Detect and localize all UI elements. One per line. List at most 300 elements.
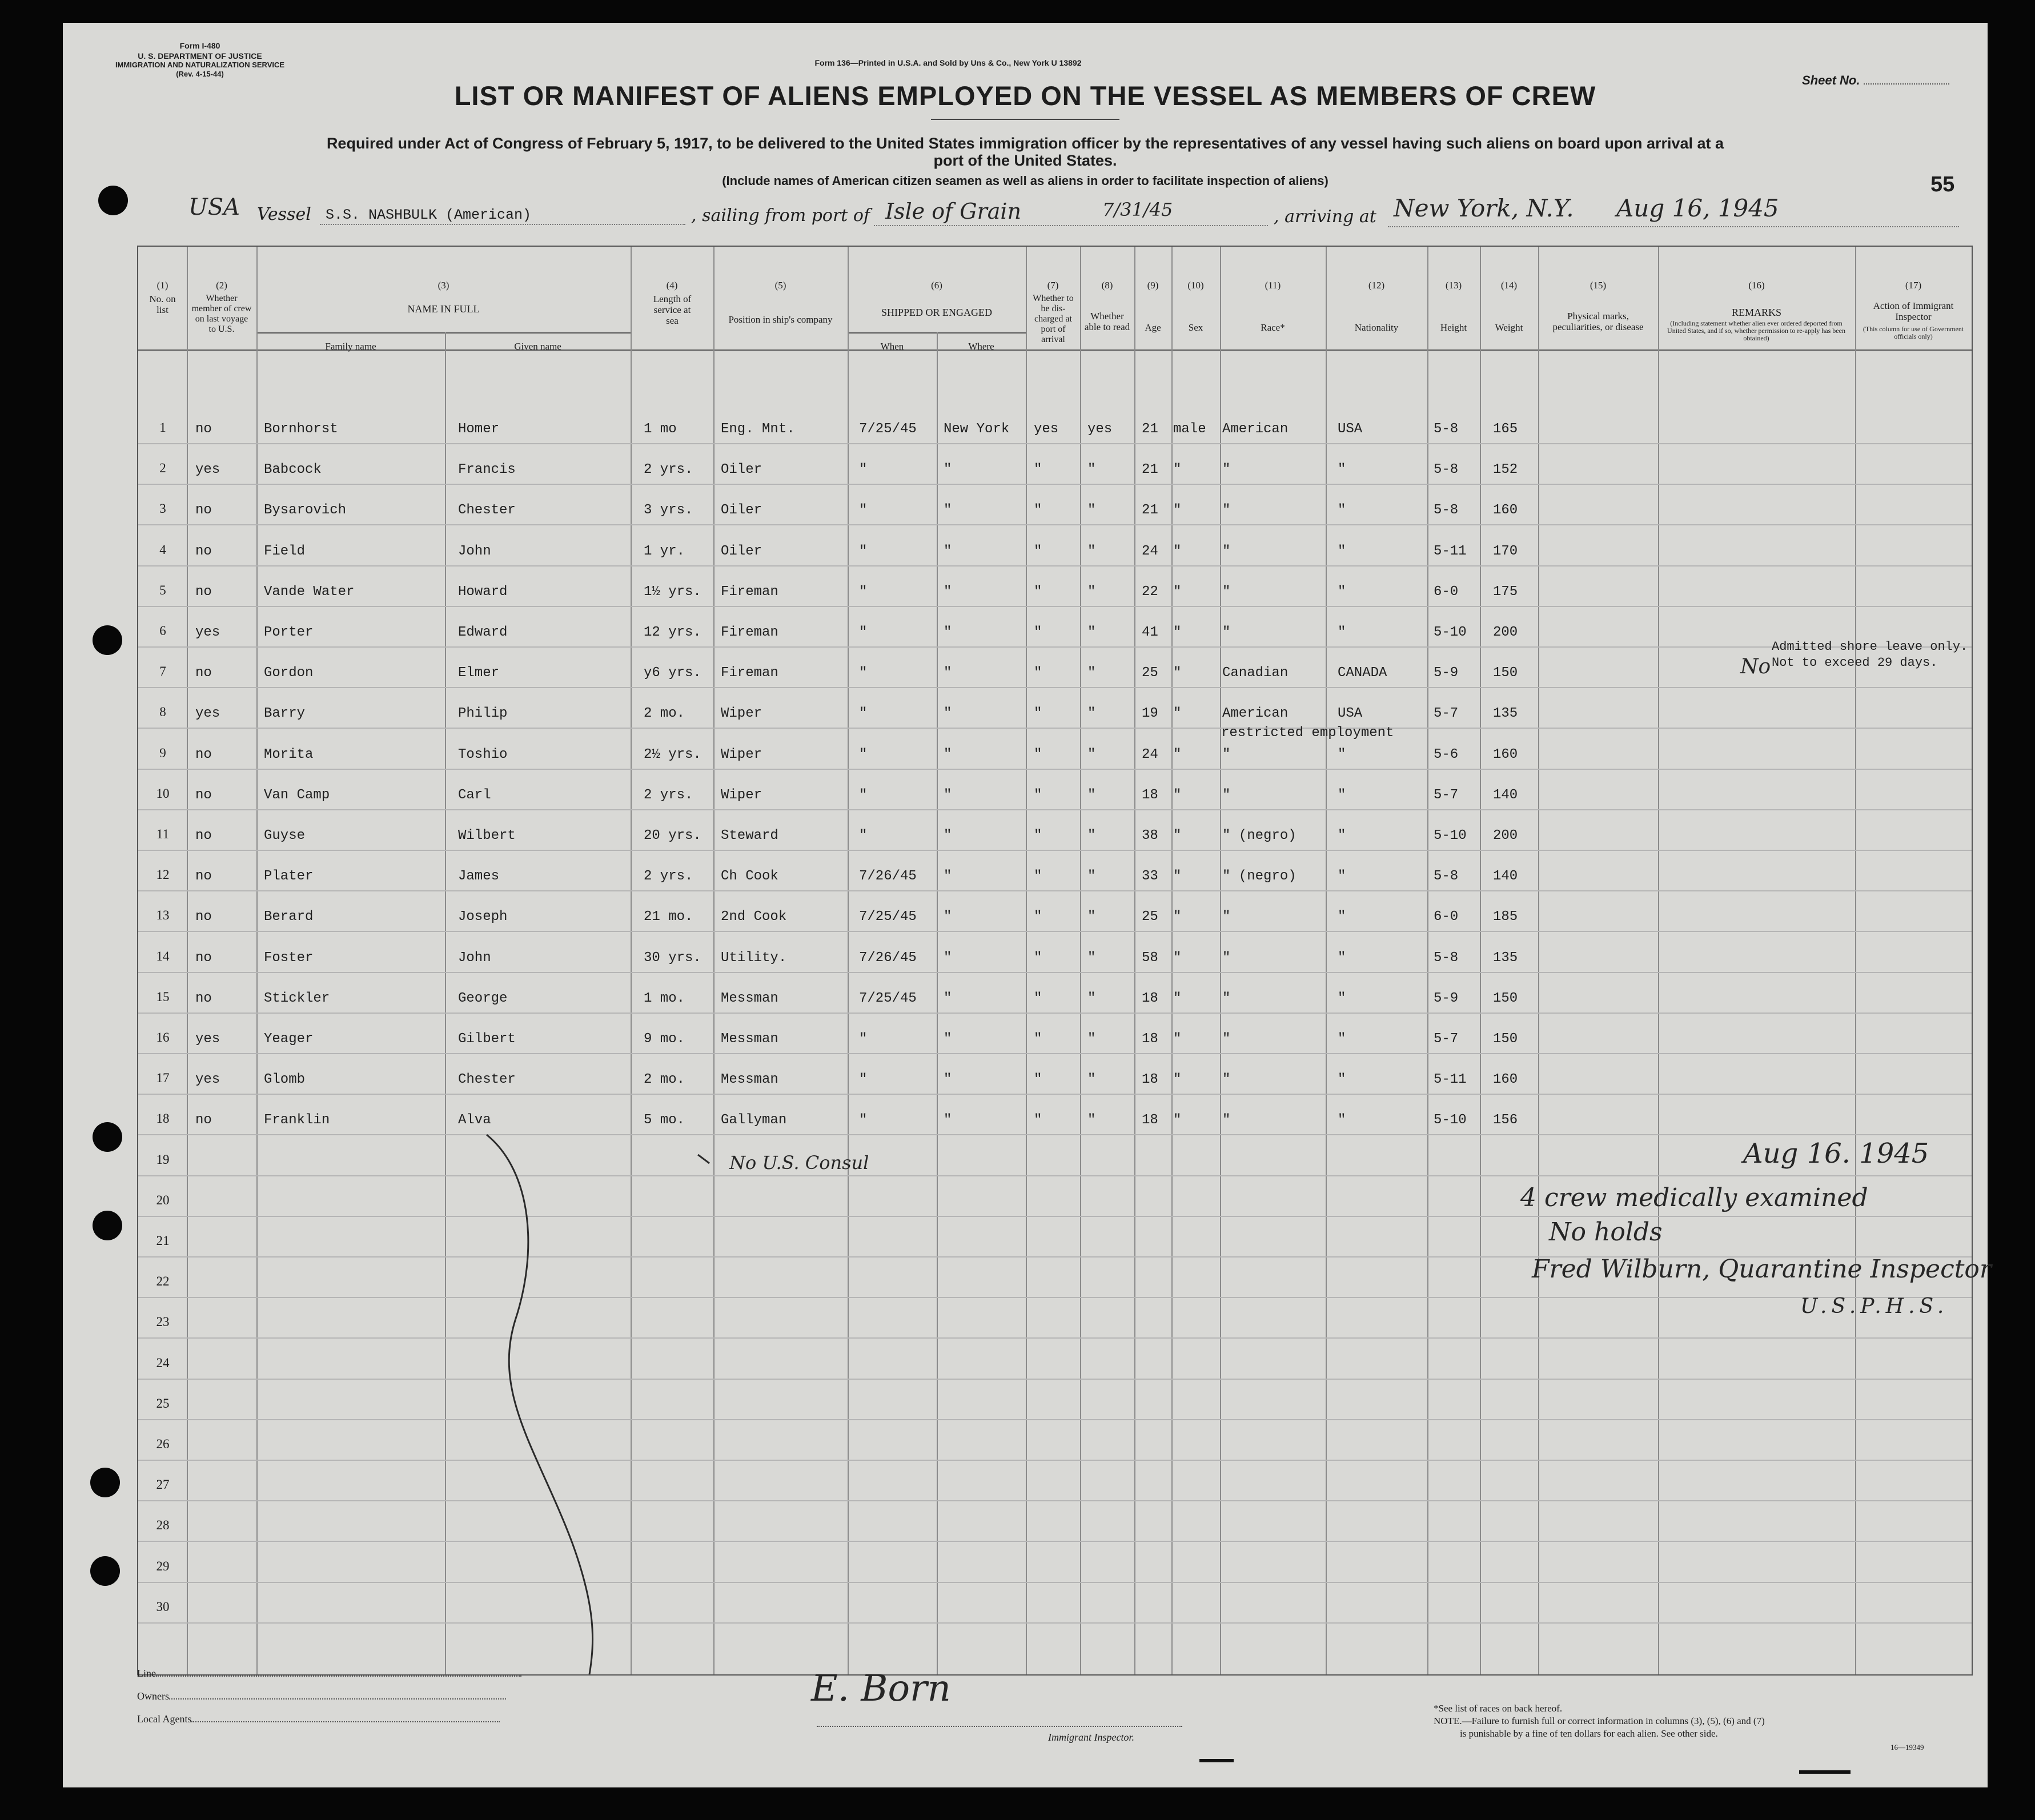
cell-able-to-read: " xyxy=(1087,909,1096,925)
cell-length-of-service: 2½ yrs. xyxy=(644,746,701,762)
cell-race: " xyxy=(1222,462,1231,478)
cell-shipped-where: " xyxy=(944,543,952,559)
cell-family-name: Franklin xyxy=(264,1112,330,1128)
cell-position: Oiler xyxy=(721,543,762,559)
cell-weight: 140 xyxy=(1493,787,1518,803)
cell-able-to-read: " xyxy=(1087,543,1096,559)
cell-sex: " xyxy=(1173,828,1182,843)
cell-length-of-service: 21 mo. xyxy=(644,909,693,925)
cell-prev-voyage: no xyxy=(195,950,212,966)
row-number: 17 xyxy=(156,1071,170,1086)
cell-nationality: " xyxy=(1338,909,1346,925)
cell-discharged: " xyxy=(1034,665,1042,681)
cell-discharged: " xyxy=(1034,909,1042,925)
cell-race: " xyxy=(1222,950,1231,966)
cell-weight: 170 xyxy=(1493,543,1518,559)
cell-weight: 135 xyxy=(1493,950,1518,966)
cell-nationality: " xyxy=(1338,1072,1346,1088)
colnum-11: (11) xyxy=(1265,280,1281,291)
sheet-number-text: Sheet No. xyxy=(1802,73,1860,87)
cell-able-to-read: " xyxy=(1087,625,1096,640)
cell-weight: 156 xyxy=(1493,1112,1518,1128)
footer-agents-blank xyxy=(191,1721,500,1722)
cell-height: 5-8 xyxy=(1434,950,1459,966)
cell-able-to-read: " xyxy=(1087,990,1096,1006)
row-number: 16 xyxy=(156,1030,170,1044)
cell-height: 5-8 xyxy=(1434,462,1459,478)
cell-height: 5-7 xyxy=(1434,706,1459,722)
colnum-12: (12) xyxy=(1368,280,1385,291)
cell-nationality: " xyxy=(1338,1112,1346,1128)
cell-prev-voyage: no xyxy=(195,746,212,762)
cell-sex: " xyxy=(1173,950,1182,966)
cell-shipped-when: " xyxy=(859,584,868,600)
cell-race: " xyxy=(1222,990,1231,1006)
colhead-given-name: Given name xyxy=(514,341,561,352)
cell-length-of-service: 2 mo. xyxy=(644,1072,685,1088)
cell-shipped-when: 7/25/45 xyxy=(859,909,917,925)
cell-position: Messman xyxy=(721,990,778,1006)
cell-shipped-when: 7/26/45 xyxy=(859,950,917,966)
cell-length-of-service: y6 yrs. xyxy=(644,665,701,681)
cell-given-name: Alva xyxy=(458,1112,491,1128)
cell-shipped-when: 7/25/45 xyxy=(859,990,917,1006)
row-number: 1 xyxy=(159,420,166,435)
manifest-table xyxy=(137,246,1992,1676)
colhead-length-of-service: Length of service at sea xyxy=(653,294,692,326)
colnum-9: (9) xyxy=(1147,280,1159,291)
cell-discharged: yes xyxy=(1034,421,1059,437)
cell-prev-voyage: yes xyxy=(195,706,220,722)
sailing-port: Isle of Grain xyxy=(885,199,1022,224)
cell-shipped-when: " xyxy=(859,543,868,559)
footer-line-label xyxy=(137,1668,521,1680)
cell-weight: 200 xyxy=(1493,625,1518,640)
cell-length-of-service: 12 yrs. xyxy=(644,625,701,640)
cell-shipped-when: " xyxy=(859,706,868,722)
colhead-previous-voyage: Whether member of crew on last voyage to U.S. xyxy=(191,294,252,334)
cell-position: Gallyman xyxy=(721,1112,787,1128)
cell-length-of-service: 3 yrs. xyxy=(644,503,693,519)
cell-shipped-when: " xyxy=(859,746,868,762)
row-number: 23 xyxy=(156,1315,170,1329)
cell-family-name: Morita xyxy=(264,746,314,762)
cell-discharged: " xyxy=(1034,706,1042,722)
cell-nationality: " xyxy=(1338,746,1346,762)
cell-given-name: Francis xyxy=(458,462,516,478)
ink-dash xyxy=(1199,1759,1234,1762)
cell-weight: 152 xyxy=(1493,462,1518,478)
cell-age: 58 xyxy=(1142,950,1158,966)
colhead-when: When xyxy=(880,341,904,352)
cell-sex: " xyxy=(1173,625,1182,640)
cell-family-name: Glomb xyxy=(264,1072,306,1088)
cell-position: Steward xyxy=(721,828,778,843)
subtitle-line-2: port of the United States. xyxy=(933,152,1117,169)
cell-length-of-service: 1 yr. xyxy=(644,543,685,559)
cell-weight: 160 xyxy=(1493,746,1518,762)
inspector-signature: E. Born xyxy=(811,1668,951,1710)
cell-family-name: Plater xyxy=(264,869,314,885)
cell-age: 21 xyxy=(1142,503,1158,519)
cell-shipped-where: " xyxy=(944,950,952,966)
cell-weight: 135 xyxy=(1493,706,1518,722)
cell-discharged: " xyxy=(1034,1072,1042,1088)
colnum-4: (4) xyxy=(666,280,678,291)
cell-race: American xyxy=(1222,706,1289,722)
cell-prev-voyage: no xyxy=(195,1112,212,1128)
cell-discharged: " xyxy=(1034,787,1042,803)
cell-shipped-when: 7/25/45 xyxy=(859,421,917,437)
pen-stroke xyxy=(138,247,1972,1674)
cell-discharged: " xyxy=(1034,503,1042,519)
cell-weight: 150 xyxy=(1493,990,1518,1006)
cell-shipped-where: " xyxy=(944,706,952,722)
row-number: 12 xyxy=(156,867,170,882)
cell-discharged: " xyxy=(1034,950,1042,966)
cell-length-of-service: 2 mo. xyxy=(644,706,685,722)
cell-age: 25 xyxy=(1142,665,1158,681)
footer-owners-text: Owners xyxy=(137,1690,169,1702)
colhead-remarks-note: (Including statement whether alien ever ordered deported from United States, and if so, whether permission to re-apply has been obtained) xyxy=(1667,319,1845,342)
vessel-prefix-handwritten: USA xyxy=(188,194,240,220)
cell-shipped-when: 7/26/45 xyxy=(859,869,917,885)
cell-shipped-where: " xyxy=(944,787,952,803)
row-number: 19 xyxy=(156,1152,170,1167)
cell-length-of-service: 1 mo xyxy=(644,421,677,437)
cell-able-to-read: " xyxy=(1087,828,1096,843)
footnote-penalty-2: is punishable by a fine of ten dollars for each alien. See other side. xyxy=(1460,1728,1718,1739)
colnum-7: (7) xyxy=(1047,280,1059,291)
remark-shore-leave: Admitted shore leave only. xyxy=(1772,640,1968,654)
cell-able-to-read: " xyxy=(1087,584,1096,600)
cell-family-name: Field xyxy=(264,543,306,559)
colhead-no-on-list: No. on list xyxy=(149,294,176,315)
row-number: 20 xyxy=(156,1192,170,1207)
vessel-label: Vessel xyxy=(257,204,311,224)
cell-race: " xyxy=(1222,909,1231,925)
title-rule xyxy=(931,119,1119,120)
colhead-where: Where xyxy=(968,341,994,352)
cell-shipped-when: " xyxy=(859,462,868,478)
binder-hole xyxy=(90,1468,120,1497)
medical-note-1: 4 crew medically examined xyxy=(1520,1183,1868,1212)
cell-length-of-service: 30 yrs. xyxy=(644,950,701,966)
cell-given-name: Homer xyxy=(458,421,500,437)
cell-height: 6-0 xyxy=(1434,909,1459,925)
colnum-5: (5) xyxy=(774,280,786,291)
cell-weight: 175 xyxy=(1493,584,1518,600)
cell-family-name: Porter xyxy=(264,625,314,640)
sailing-rule xyxy=(874,225,1268,226)
row-number: 21 xyxy=(156,1234,170,1248)
cell-length-of-service: 9 mo. xyxy=(644,1031,685,1047)
colhead-action: Action of Immigrant Inspector xyxy=(1873,300,1954,322)
inspector-rule xyxy=(817,1726,1182,1727)
colnum-15: (15) xyxy=(1590,280,1607,291)
cell-given-name: George xyxy=(458,990,508,1006)
cell-prev-voyage: yes xyxy=(195,625,220,640)
row-number: 9 xyxy=(159,745,166,760)
cell-shipped-where: " xyxy=(944,584,952,600)
cell-shipped-where: " xyxy=(944,462,952,478)
row-number: 22 xyxy=(156,1274,170,1289)
cell-shipped-when: " xyxy=(859,1031,868,1047)
cell-able-to-read: yes xyxy=(1087,421,1113,437)
cell-discharged: " xyxy=(1034,584,1042,600)
colnum-16: (16) xyxy=(1748,280,1765,291)
cell-given-name: Edward xyxy=(458,625,508,640)
cell-position: Messman xyxy=(721,1031,778,1047)
binder-hole xyxy=(90,1556,120,1586)
cell-weight: 150 xyxy=(1493,1031,1518,1047)
footer-line-text: Line xyxy=(137,1668,156,1679)
cell-shipped-where: " xyxy=(944,990,952,1006)
cell-prev-voyage: yes xyxy=(195,1072,220,1088)
footer-code: 16—19349 xyxy=(1890,1743,1924,1751)
cell-age: 21 xyxy=(1142,421,1158,437)
cell-discharged: " xyxy=(1034,746,1042,762)
cell-height: 5-9 xyxy=(1434,990,1459,1006)
cell-able-to-read: " xyxy=(1087,1112,1096,1128)
colnum-17: (17) xyxy=(1905,280,1922,291)
cell-able-to-read: " xyxy=(1087,1072,1096,1088)
cell-discharged: " xyxy=(1034,869,1042,885)
row-number: 6 xyxy=(159,624,166,638)
cell-able-to-read: " xyxy=(1087,869,1096,885)
sailing-label: , sailing from port of xyxy=(691,206,870,226)
colhead-family-name: Family name xyxy=(325,341,376,352)
cell-position: Wiper xyxy=(721,706,762,722)
page-number: 55 xyxy=(1930,172,1955,196)
cell-age: 33 xyxy=(1142,869,1158,885)
cell-shipped-when: " xyxy=(859,625,868,640)
cell-length-of-service: 2 yrs. xyxy=(644,869,693,885)
cell-position: Oiler xyxy=(721,462,762,478)
arriving-label: , arriving at xyxy=(1274,207,1376,227)
row-number: 13 xyxy=(156,908,170,923)
colnum-2: (2) xyxy=(216,280,227,291)
cell-length-of-service: 20 yrs. xyxy=(644,828,701,843)
cell-nationality: " xyxy=(1338,625,1346,640)
subtitle-line-3: (Include names of American citizen seamen as well as aliens in order to facilitate inspection of aliens) xyxy=(722,174,1328,188)
cell-position: Ch Cook xyxy=(721,869,778,885)
cell-able-to-read: " xyxy=(1087,787,1096,803)
cell-race: " xyxy=(1222,1072,1231,1088)
row-number: 14 xyxy=(156,949,170,963)
cell-discharged: " xyxy=(1034,1031,1042,1047)
colnum-8: (8) xyxy=(1101,280,1113,291)
cell-given-name: Gilbert xyxy=(458,1031,516,1047)
colhead-action-note: (This column for use of Government officials only) xyxy=(1863,325,1964,340)
cell-position: Oiler xyxy=(721,503,762,519)
cell-prev-voyage: no xyxy=(195,665,212,681)
cell-age: 18 xyxy=(1142,990,1158,1006)
cell-given-name: Chester xyxy=(458,1072,516,1088)
cell-height: 5-6 xyxy=(1434,746,1459,762)
cell-age: 21 xyxy=(1142,462,1158,478)
cell-shipped-where: " xyxy=(944,869,952,885)
colnum-13: (13) xyxy=(1445,280,1462,291)
cell-height: 5-10 xyxy=(1434,828,1467,843)
row-number: 26 xyxy=(156,1437,170,1451)
cell-discharged: " xyxy=(1034,462,1042,478)
cell-given-name: John xyxy=(458,543,491,559)
cell-position: Fireman xyxy=(721,665,778,681)
cell-race: " xyxy=(1222,1031,1231,1047)
row-number: 29 xyxy=(156,1558,170,1573)
cell-weight: 200 xyxy=(1493,828,1518,843)
cell-given-name: Philip xyxy=(458,706,508,722)
cell-age: 19 xyxy=(1142,706,1158,722)
cell-family-name: Bornhorst xyxy=(264,421,338,437)
cell-prev-voyage: no xyxy=(195,990,212,1006)
cell-shipped-where: New York xyxy=(944,421,1010,437)
cell-sex: " xyxy=(1173,746,1182,762)
cell-weight: 160 xyxy=(1493,1072,1518,1088)
cell-prev-voyage: no xyxy=(195,869,212,885)
colnum-1: (1) xyxy=(156,280,168,291)
form-service: IMMIGRATION AND NATURALIZATION SERVICE xyxy=(115,61,285,69)
cell-length-of-service: 2 yrs. xyxy=(644,787,693,803)
cell-height: 5-7 xyxy=(1434,787,1459,803)
remark-not-to-exceed: Not to exceed 29 days. xyxy=(1772,656,1938,670)
cell-height: 5-10 xyxy=(1434,625,1467,640)
form-id: Form I-480 xyxy=(179,41,220,50)
arrival-date: Aug 16, 1945 xyxy=(1616,194,1779,222)
colhead-able-to-read: Whether able to read xyxy=(1084,311,1130,332)
cell-given-name: Carl xyxy=(458,787,491,803)
colnum-3: (3) xyxy=(437,280,449,291)
row-number: 25 xyxy=(156,1396,170,1411)
colhead-physical-marks: Physical marks, peculiarities, or disease xyxy=(1552,311,1644,332)
cell-given-name: James xyxy=(458,869,500,885)
cell-discharged: " xyxy=(1034,543,1042,559)
binder-hole xyxy=(93,625,122,655)
cell-nationality: " xyxy=(1338,990,1346,1006)
cell-sex: " xyxy=(1173,1031,1182,1047)
cell-race: " xyxy=(1222,746,1231,762)
cell-able-to-read: " xyxy=(1087,706,1096,722)
cell-family-name: Guyse xyxy=(264,828,306,843)
cell-shipped-when: " xyxy=(859,828,868,843)
cell-nationality: " xyxy=(1338,950,1346,966)
cell-nationality: " xyxy=(1338,543,1346,559)
cell-prev-voyage: no xyxy=(195,503,212,519)
cell-height: 6-0 xyxy=(1434,584,1459,600)
cell-race: " (negro) xyxy=(1222,828,1297,843)
row-number: 7 xyxy=(159,664,166,679)
cell-able-to-read: " xyxy=(1087,1031,1096,1047)
cell-prev-voyage: yes xyxy=(195,1031,220,1047)
binder-hole xyxy=(98,186,128,215)
cell-given-name: Toshio xyxy=(458,746,508,762)
cell-length-of-service: 1 mo. xyxy=(644,990,685,1006)
cell-race: " xyxy=(1222,503,1231,519)
binder-hole xyxy=(93,1211,122,1240)
footer-line-blank xyxy=(156,1676,521,1677)
cell-race: " xyxy=(1222,787,1231,803)
cell-race: " xyxy=(1222,584,1231,600)
medical-note-3: Fred Wilburn, Quarantine Inspector xyxy=(1532,1255,1992,1284)
colhead-nationality: Nationality xyxy=(1354,322,1399,333)
cell-able-to-read: " xyxy=(1087,950,1096,966)
cell-given-name: Howard xyxy=(458,584,508,600)
cell-nationality: " xyxy=(1338,584,1346,600)
cell-family-name: Yeager xyxy=(264,1031,314,1047)
sailing-date: 7/31/45 xyxy=(1102,199,1173,220)
cell-family-name: Van Camp xyxy=(264,787,330,803)
cell-family-name: Bysarovich xyxy=(264,503,347,519)
cell-height: 5-11 xyxy=(1434,1072,1467,1088)
cell-shipped-where: " xyxy=(944,665,952,681)
vessel-name: S.S. NASHBULK (American) xyxy=(326,207,532,223)
cell-sex: " xyxy=(1173,665,1182,681)
form-revision: (Rev. 4-15-44) xyxy=(176,70,224,78)
action-handwritten-no: No xyxy=(1740,655,1771,678)
cell-prev-voyage: no xyxy=(195,421,212,437)
cell-shipped-when: " xyxy=(859,503,868,519)
cell-prev-voyage: no xyxy=(195,584,212,600)
cell-length-of-service: 2 yrs. xyxy=(644,462,693,478)
cell-family-name: Stickler xyxy=(264,990,330,1006)
row-number: 27 xyxy=(156,1477,170,1492)
cell-family-name: Berard xyxy=(264,909,314,925)
cell-age: 18 xyxy=(1142,1072,1158,1088)
colhead-position: Position in ship's company xyxy=(728,314,833,325)
row-number: 15 xyxy=(156,989,170,1004)
colhead-race: Race* xyxy=(1261,322,1285,333)
restricted-employment-note: restricted employment xyxy=(1221,725,1394,741)
cell-position: Utility. xyxy=(721,950,787,966)
cell-shipped-where: " xyxy=(944,1072,952,1088)
row-number: 8 xyxy=(159,705,166,720)
cell-age: 24 xyxy=(1142,746,1158,762)
medical-note-2: No holds xyxy=(1549,1218,1663,1247)
footer-owners-blank xyxy=(169,1698,506,1700)
cell-nationality: " xyxy=(1338,503,1346,519)
cell-given-name: Joseph xyxy=(458,909,508,925)
cell-prev-voyage: no xyxy=(195,828,212,843)
manifest-sheet xyxy=(63,23,1992,1787)
cell-shipped-where: " xyxy=(944,828,952,843)
cell-family-name: Barry xyxy=(264,706,306,722)
cell-sex: " xyxy=(1173,909,1182,925)
ink-dash xyxy=(1799,1770,1851,1774)
row-number: 28 xyxy=(156,1518,170,1533)
cell-nationality: " xyxy=(1338,462,1346,478)
cell-able-to-read: " xyxy=(1087,665,1096,681)
arrival-stamp-date: Aug 16. 1945 xyxy=(1743,1138,1929,1170)
row-number: 5 xyxy=(159,582,166,597)
row-number: 11 xyxy=(156,827,170,841)
cell-shipped-where: " xyxy=(944,1112,952,1128)
cell-height: 5-8 xyxy=(1434,421,1459,437)
cell-nationality: " xyxy=(1338,869,1346,885)
row-number: 3 xyxy=(159,501,166,516)
cell-nationality: CANADA xyxy=(1338,665,1387,681)
cell-nationality: " xyxy=(1338,1031,1346,1047)
cell-position: Eng. Mnt. xyxy=(721,421,795,437)
cell-position: Wiper xyxy=(721,746,762,762)
cell-sex: " xyxy=(1173,1072,1182,1088)
cell-sex: male xyxy=(1173,421,1206,437)
cell-shipped-when: " xyxy=(859,1072,868,1088)
cell-length-of-service: 5 mo. xyxy=(644,1112,685,1128)
consul-handwritten-note: No U.S. Consul xyxy=(729,1152,869,1174)
row-number: 30 xyxy=(156,1599,170,1614)
cell-given-name: John xyxy=(458,950,491,966)
